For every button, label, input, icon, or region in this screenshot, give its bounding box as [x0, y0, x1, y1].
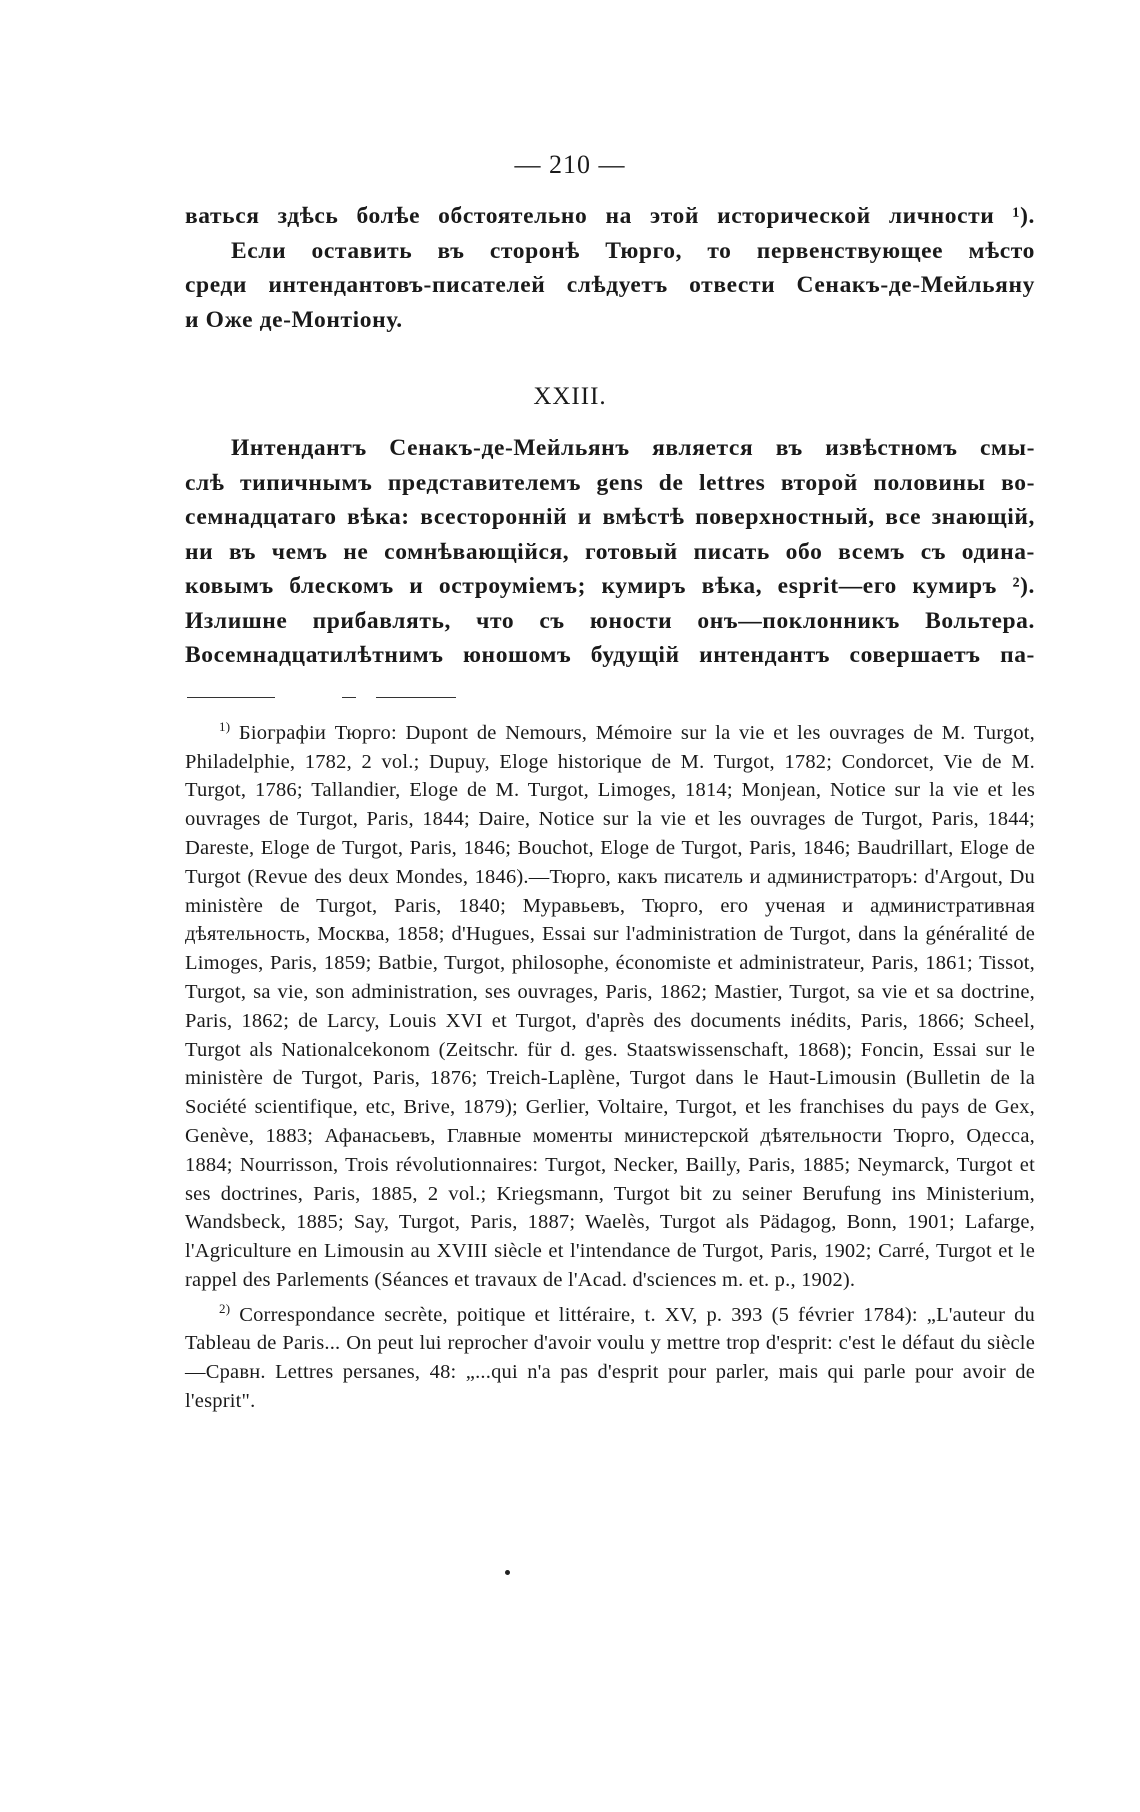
text-line: Интендантъ Сенакъ-де-Мейльянъ является въ извѣстномъ смы- [231, 435, 1035, 461]
text-line: ни въ чемъ не сомнѣвающійся, готовый писать обо всемъ съ одина- [185, 538, 1035, 565]
text-line: Если оставить въ сторонѣ Тюрго, то первенствующее мѣсто [231, 237, 1035, 264]
text-line: семнадцатаго вѣка: всесторонній и вмѣстѣ поверхностный, все знающій, [185, 504, 1035, 530]
footnote-1: $^{1)}$ Біографіи Тюрго: Dupont de Nemours, Mémoire sur la vie et les ouvrages de M. Turgot, Philadelphie, 1782, 2 vol.; Dupuy, Eloge historique de M. Turgot, 1782; Condorcet, Vie de M. Turgot, 1786; Tallandier, Eloge de M. Turgot, Limoges, 1814; Monjean, Notice sur la vie et les ouvrages de Turgot, Paris, 1844; Daire, Notice sur la vie et les ouvrages de Turgot, Paris, 1844; Dareste, Eloge de Turgot, Paris, 1846; Bouchot, Eloge de Turgot, Paris, 1846; Baudrillart, Eloge de Turgot (Revue des deux Mondes, 1846).—Тюрго, какъ писатель и администраторъ: d'Argout, Du ministère de Turgot, Paris, 1840; Муравьевъ, Тюрго, его ученая и административная дѣятельность, Москва, 1858; d'Hugues, Essai sur l'administration de Turgot, dans la généralité de Limoges, Paris, 1859; Batbie, Turgot, philosophe, économiste et administrateur, Paris, 1861; Tissot, Turgot, sa vie, son administration, ses ouvrages, Paris, 1862; Mastier, Turgot, sa vie et sa doctrine, Paris, 1862; de Larcy, Louis XVI et Turgot, d'après des documents inédits, Paris, 1866; Scheel, Turgot als Nationalcekonom (Zeitschr. für d. ges. Staatswissenschaft, 1868); Foncin, Essai sur le ministère de Turgot, Paris, 1876; Treich-Laplène, Turgot dans le Haut-Limousin (Bulletin de la Société scientifique, etc, Brive, 1879); Gerlier, Voltaire, Turgot, et les franchises du pays de Gex, Genève, 1883; Афанасьевъ, Главные моменты министерской дѣятельности Тюрго, Одесса, 1884; Nourrisson, Trois révolutionnaires: Turgot, Necker, Bailly, Paris, 1885; Neymarck, Turgot et ses doctrines, Paris, 1885, 2 vol.; Kriegsmann, Turgot bit zu seiner Berufung ins Ministerium, Wandsbeck, 1885; Say, Turgot, Paris, 1887; Waelès, Turgot als Pädagog, Bonn, 1901; Lafarge, l'Agriculture en Limousin au XVIII siècle et l'intendance de Turgot, Paris, 1902; Carré, Turgot et le rappel des Parlements (Séances et travaux de l'Acad. d'sciences m. et. p., 1902). [185, 719, 1035, 1291]
text-line: и Оже де-Монтіону. [185, 306, 403, 333]
footnote-rule [342, 697, 356, 698]
paragraph-main [185, 431, 1035, 673]
footnote-rule [376, 697, 456, 698]
paragraph-intro [185, 199, 1035, 337]
footnote-marker: 2) [219, 1300, 231, 1316]
footnote-rule [187, 697, 275, 698]
footnote-marker: 1) [219, 719, 231, 734]
text-line: Излишне прибавлять, что съ юности онъ—поклонникъ Вольтера. [185, 607, 1035, 634]
footnote-2: $^{2)}$ Correspondance secrète, poitique et littéraire, t. XV, p. 393 (5 février 1784): „L'auteur du Tableau de Paris... On peut lui reprocher d'avoir voulu y mettre trop d'esprit: c'est le défaut du siècle—Сравн. Lettres persanes, 48: „...qui n'a pas d'esprit pour parler, mais qui parle pour avoir de l'esprit". [185, 1300, 1035, 1412]
text-line: среди интендантовъ-писателей слѣдуетъ отвести Сенакъ-де-Мейльяну [185, 272, 1035, 298]
text-line: Восемнадцатилѣтнимъ юношомъ будущій интендантъ совершаетъ па- [185, 642, 1035, 668]
page-number: — 210 — [514, 150, 626, 179]
text-line: слѣ типичнымъ представителемъ gens de lettres второй половины во- [185, 469, 1035, 496]
footnotes [185, 713, 1035, 1416]
section-heading: XXIII. [533, 383, 607, 410]
text-line: ковымъ блескомъ и остроуміемъ; кумиръ вѣка, esprit—его кумиръ ²). [185, 573, 1035, 599]
print-dot [505, 1570, 510, 1575]
text-line: ваться здѣсь болѣе обстоятельно на этой исторической личности ¹). [185, 203, 1035, 229]
